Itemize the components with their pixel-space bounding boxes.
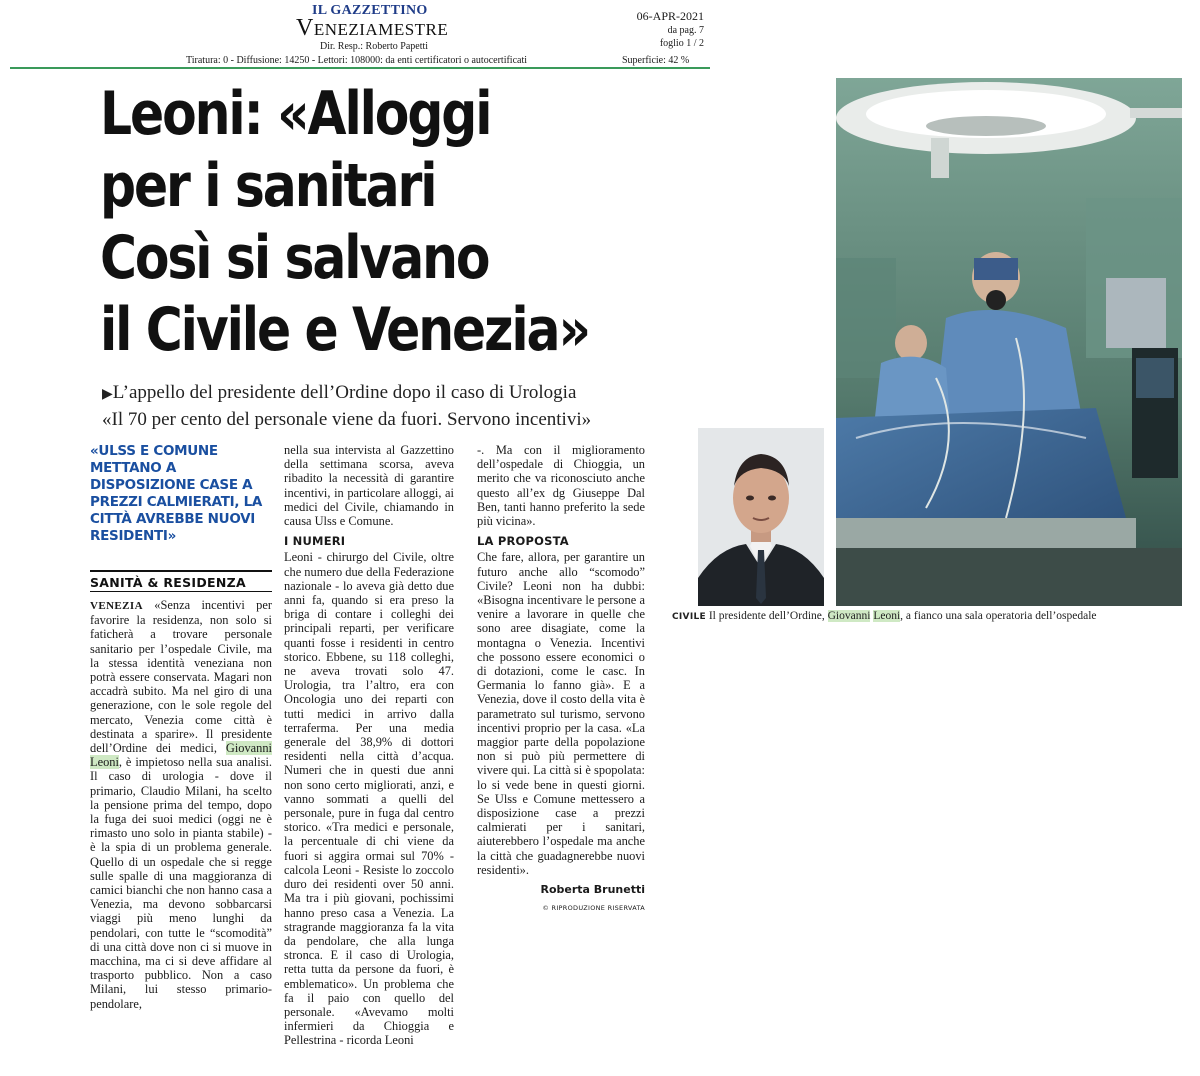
publication-date: 06-APR-2021 — [636, 9, 704, 23]
headline-line: per i sanitari — [100, 151, 436, 221]
article-column-3 — [477, 443, 645, 916]
body-text: -. Ma con il miglioramento dell’ospedale di Chioggia, un merito che va riconosciuto anche questo all’ex dg Giuseppe Dal Ben, tanti hanno preferito la sede più vicina». — [477, 443, 645, 529]
clipping-header — [0, 0, 720, 70]
section-label: SANITÀ & RESIDENZA — [90, 570, 272, 590]
from-page: da pag. 7 — [667, 25, 704, 36]
body-text: Leoni - chirurgo del Civile, oltre che numero due della Federazione nazionale - lo aveva già detto due anni fa, quando si era preso la briga di contare i colleghi dei principali reparti, per verificare quanti fosse i residenti in centro storico. Ebbene, su 118 colleghi, ne aveva trovati solo 47. Urologia, tra l’altro, era con Oncologia uno dei reparti con tutti medici in arrivo dalla terraferma. Per una media generale del 38,9% di dottori residenti nella città d’acqua. Numeri che in questi due anni non sono certo migliorati, anzi, e vanno sommati a quelli del personale, pure in fuga dal centro storico. «Tra medici e personale, la percentuale di chi viene da fuori si aggira ormai sul 70% - calcola Leoni - Resiste lo zoccolo duro dei residenti over 50 anni. Ma tra i più giovani, pochissimi hanno preso casa a Venezia. La stragrande maggioranza fa la vita da pendolare, che alla lunga stronca. E il caso di Urologia, retta tutta da persone da fuori, è emblematico». Un problema che fa il paio con quello del personale. «Avevamo molti infermieri da Chioggia e Pellestrina - ricorda Leoni — [284, 550, 454, 1048]
photo-caption — [672, 610, 1192, 622]
body-text: , è impietoso nella sua analisi. Il caso di urologia - dove il primario, Claudio Milani, ha scelto la pensione prima del tempo, dopo la fuga dei suoi medici (oggi ne è rimasto uno solo in pianta stabile) - è la spia di un problema generale. Quello di un ospedale che si regge sulle spalle di una maggioranza di camici bianchi che non hanno casa a Venezia, ma devono sobbarcarsi viaggi più meno lunghi da pendolari, con tutte le “scomodità” di una città dove non ci si muove in macchina, ma ci si deve affidare al trasporto pubblico. Non a caso Milani, lui stesso primario-pendolare, — [90, 755, 272, 1011]
logo-bottom-text: VENEZIAMESTRE — [296, 15, 449, 41]
date-info — [600, 8, 704, 50]
headline-line: Così si salvano — [100, 223, 489, 293]
director-line: Dir. Resp.: Roberto Papetti — [320, 41, 429, 52]
subheading: I NUMERI — [284, 534, 346, 549]
caption-text: , a fianco una sala operatoria dell’ospedale — [900, 610, 1097, 622]
dateline: VENEZIA — [90, 600, 143, 612]
headline — [100, 78, 589, 366]
headline-line: Leoni: «Alloggi — [100, 79, 491, 149]
summary-line: «Il 70 per cento del personale viene da fuori. Servono incentivi» — [102, 409, 592, 430]
caption-kicker: CIVILE — [672, 612, 706, 622]
portrait-illustration — [698, 428, 824, 606]
triangle-right-icon: ▶ — [102, 387, 113, 402]
article-column-2 — [284, 443, 454, 1048]
portrait-photo — [698, 428, 824, 606]
newspaper-logo — [296, 4, 476, 40]
logo-top-text: IL GAZZETTINO — [312, 3, 428, 18]
caption-text: Il presidente dell’Ordine, — [705, 610, 828, 622]
article-column-1 — [90, 598, 272, 1011]
operating-room-photo — [836, 78, 1182, 606]
subheading: LA PROPOSTA — [477, 534, 569, 549]
highlighted-name: Leoni — [873, 610, 901, 622]
highlighted-name: Giovanni Leoni — [90, 741, 272, 770]
surface-percent: Superficie: 42 % — [622, 55, 690, 66]
article-summary — [102, 380, 662, 432]
section-divider — [90, 591, 272, 592]
copyright-notice: © RIPRODUZIONE RISERVATA — [542, 904, 645, 913]
operating-room-illustration — [836, 78, 1182, 606]
pull-quote: «ULSS E COMUNE METTANO A DISPOSIZIONE CASE A PREZZI CALMIERATI, LA CITTÀ AVREBBE NUOVI RESIDENTI» — [90, 443, 263, 544]
summary-line: L’appello del presidente dell’Ordine dopo il caso di Urologia — [112, 382, 577, 403]
headline-line: il Civile e Venezia» — [100, 295, 589, 365]
body-text: «Senza incentivi per favorire la residenza, non solo si faticherà a trovare personale sanitario per l’ospedale Civile, ma la stessa identità veneziana non potrà essere conservata. Magari non accadrà subito. Ma nel giro di una generazione, con le sole regole del mercato, Venezia come città è destinata a sparire». Il presidente dell’Ordine dei medici, — [90, 598, 272, 756]
circulation-line: Tiratura: 0 - Diffusione: 14250 - Lettori: 108000: da enti certificatori o autocertificati — [186, 55, 528, 66]
sheet-number: foglio 1 / 2 — [659, 38, 704, 49]
body-text: nella sua intervista al Gazzettino della settimana scorsa, aveva ribadito la necessità di garantire incentivi, in particolare alloggi, ai medici del Civile, chiamando in causa Ulss e Comune. — [284, 443, 454, 529]
body-text: Che fare, allora, per garantire un futuro anche allo “scomodo” Civile? Leoni non ha dubbi: «Bisogna incentivare le persone a venire a lavorare in quelle che sono aree disagiate, come la montagna o Venezia. Incentivi che possono essere economici o di dotazioni, come le casc. In Germania lo fanno già». E a Venezia, dove il costo della vita è parametrato sul turismo, servono incentivi proprio per la casa. «La maggior parte della popolazione non si può più permettere di vivere qui. La città si è spopolata: lo si vede bene in questi giorni. Se Ulss e Comune mettessero a disposizione case a prezzi calmierati per i sanitari, aiuterebbero l’ospedale ma anche la città che guadagnerebbe nuovi residenti». — [477, 550, 645, 877]
highlighted-name: Giovanni — [827, 610, 871, 622]
header-divider — [10, 67, 710, 69]
byline: Roberta Brunetti — [540, 883, 645, 897]
